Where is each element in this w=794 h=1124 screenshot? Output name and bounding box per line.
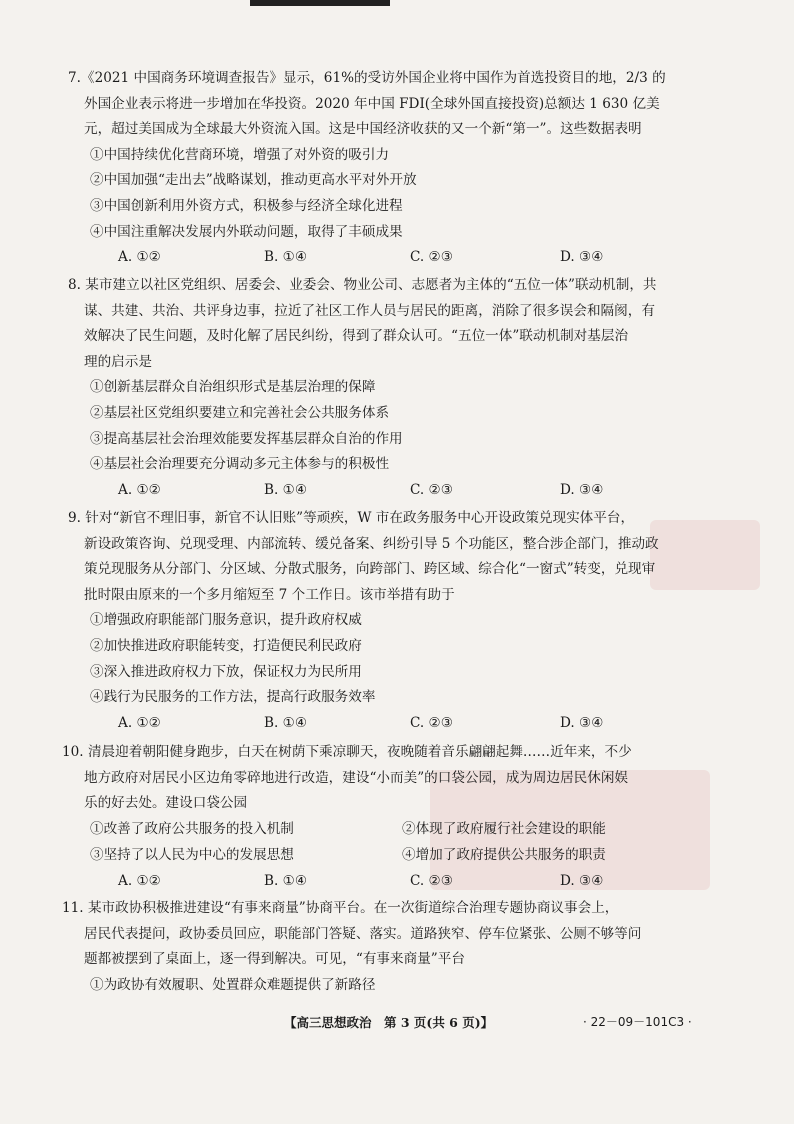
question-10-statement-2: ②体现了政府履行社会建设的职能 xyxy=(402,820,606,837)
footer-paper-code: · 22－09－101C3 · xyxy=(583,1015,692,1029)
question-10-statement-1: ①改善了政府公共服务的投入机制 xyxy=(90,820,294,837)
choice-c: C. ②③ xyxy=(410,872,453,889)
question-8 xyxy=(68,273,704,504)
question-7 xyxy=(68,66,704,271)
question-8-statement-3: ③提高基层社会治理效能要发挥基层群众自治的作用 xyxy=(90,430,403,447)
choice-c: C. ②③ xyxy=(410,481,453,498)
question-10-stem-line: 10. 清晨迎着朝阳健身跑步，白天在树荫下乘凉聊天，夜晚随着音乐翩翩起舞……近年来，不少 xyxy=(62,744,632,760)
question-11-statement-1: ①为政协有效履职、处置群众难题提供了新路径 xyxy=(90,976,376,993)
question-10-statement-4: ④增加了政府提供公共服务的职责 xyxy=(402,846,606,863)
question-10 xyxy=(62,740,704,895)
question-9-stem-line: 策兑现服务从分部门、分区域、分散式服务，向跨部门、跨区域、综合化“一窗式”转变，兑现审 xyxy=(84,561,656,578)
question-7-statement-4: ④中国注重解决发展内外联动问题，取得了丰硕成果 xyxy=(90,223,403,240)
choice-b: B. ①④ xyxy=(264,872,308,889)
choice-b: B. ①④ xyxy=(264,714,308,731)
question-8-stem-line: 效解决了民生问题，及时化解了居民纠纷，得到了群众认可。“五位一体”联动机制对基层治 xyxy=(84,328,629,345)
question-9-choices xyxy=(84,711,704,737)
page-footer xyxy=(0,1013,794,1035)
question-10-statements-row-1 xyxy=(84,817,704,843)
choice-a: A. ①② xyxy=(118,249,161,266)
question-9-statement-1: ①增强政府职能部门服务意识，提升政府权威 xyxy=(90,612,362,629)
question-9-stem-line: 9. 针对“新官不理旧事，新官不认旧账”等顽疾，W 市在政务服务中心开设政策兑现实体平台， xyxy=(68,510,635,526)
question-11 xyxy=(62,896,704,998)
question-7-choices xyxy=(84,245,704,271)
question-11-stem-line: 题都被摆到了桌面上，逐一得到解决。可见，“有事来商量”平台 xyxy=(84,951,465,968)
question-11-stem-line: 11. 某市政协积极推进建设“有事来商量”协商平台。在一次街道综合治理专题协商议事会上， xyxy=(62,900,619,916)
choice-d: D. ③④ xyxy=(560,249,604,266)
top-edge-mark xyxy=(250,0,390,6)
choice-a: A. ①② xyxy=(118,714,161,731)
question-7-stem-line: 元，超过美国成为全球最大外资流入国。这是中国经济收获的又一个新“第一”。这些数据表明 xyxy=(84,121,642,138)
question-10-stem-line: 乐的好去处。建设口袋公园 xyxy=(84,795,248,812)
choice-b: B. ①④ xyxy=(264,481,308,498)
question-9-stem-line: 批时限由原来的一个多月缩短至 7 个工作日。该市举措有助于 xyxy=(84,586,455,603)
choice-d: D. ③④ xyxy=(560,714,604,731)
question-7-statement-1: ①中国持续优化营商环境，增强了对外资的吸引力 xyxy=(90,146,390,163)
question-7-statement-2: ②中国加强“走出去”战略谋划，推动更高水平对外开放 xyxy=(90,172,417,189)
question-7-stem-line: 外国企业表示将进一步增加在华投资。2020 年中国 FDI(全球外国直接投资)总额达 1 630 亿美 xyxy=(84,95,660,112)
question-10-stem-line: 地方政府对居民小区边角零碎地进行改造，建设“小而美”的口袋公园，成为周边居民休闲娱 xyxy=(84,769,629,786)
question-9-stem-line: 新设政策咨询、兑现受理、内部流转、缓兑备案、纠纷引导 5 个功能区，整合涉企部门，推动政 xyxy=(84,535,659,552)
choice-a: A. ①② xyxy=(118,872,161,889)
question-9-statement-3: ③深入推进政府权力下放，保证权力为民所用 xyxy=(90,663,362,680)
question-10-choices xyxy=(84,869,704,895)
question-7-stem-line: 7.《2021 中国商务环境调查报告》显示，61%的受访外国企业将中国作为首选投资目的地，2/3 的 xyxy=(68,70,666,86)
question-8-stem-line: 谋、共建、共治、共评身边事，拉近了社区工作人员与居民的距离，消除了很多误会和隔阂，有 xyxy=(84,302,655,319)
footer-page-info: 【高三思想政治 第 3 页(共 6 页)】 xyxy=(284,1015,494,1030)
choice-a: A. ①② xyxy=(118,481,161,498)
choice-b: B. ①④ xyxy=(264,249,308,266)
question-10-statement-3: ③坚持了以人民为中心的发展思想 xyxy=(90,846,294,863)
question-9 xyxy=(68,506,704,737)
choice-c: C. ②③ xyxy=(410,249,453,266)
question-11-stem-line: 居民代表提问，政协委员回应，职能部门答疑、落实。道路狭窄、停车位紧张、公厕不够等问 xyxy=(84,925,642,942)
question-8-choices xyxy=(84,478,704,504)
question-8-statement-4: ④基层社会治理要充分调动多元主体参与的积极性 xyxy=(90,456,390,473)
question-7-statement-3: ③中国创新利用外资方式，积极参与经济全球化进程 xyxy=(90,197,403,214)
choice-d: D. ③④ xyxy=(560,481,604,498)
question-8-stem-line: 理的启示是 xyxy=(84,353,152,370)
choice-c: C. ②③ xyxy=(410,714,453,731)
question-8-statement-1: ①创新基层群众自治组织形式是基层治理的保障 xyxy=(90,379,376,396)
question-8-stem-line: 8. 某市建立以社区党组织、居委会、业委会、物业公司、志愿者为主体的“五位一体”联动机制，共 xyxy=(68,277,657,293)
question-9-statement-2: ②加快推进政府职能转变，打造便民利民政府 xyxy=(90,637,362,654)
question-8-statement-2: ②基层社区党组织要建立和完善社会公共服务体系 xyxy=(90,404,390,421)
question-10-statements-row-2 xyxy=(84,843,704,869)
question-9-statement-4: ④践行为民服务的工作方法，提高行政服务效率 xyxy=(90,689,376,706)
choice-d: D. ③④ xyxy=(560,872,604,889)
